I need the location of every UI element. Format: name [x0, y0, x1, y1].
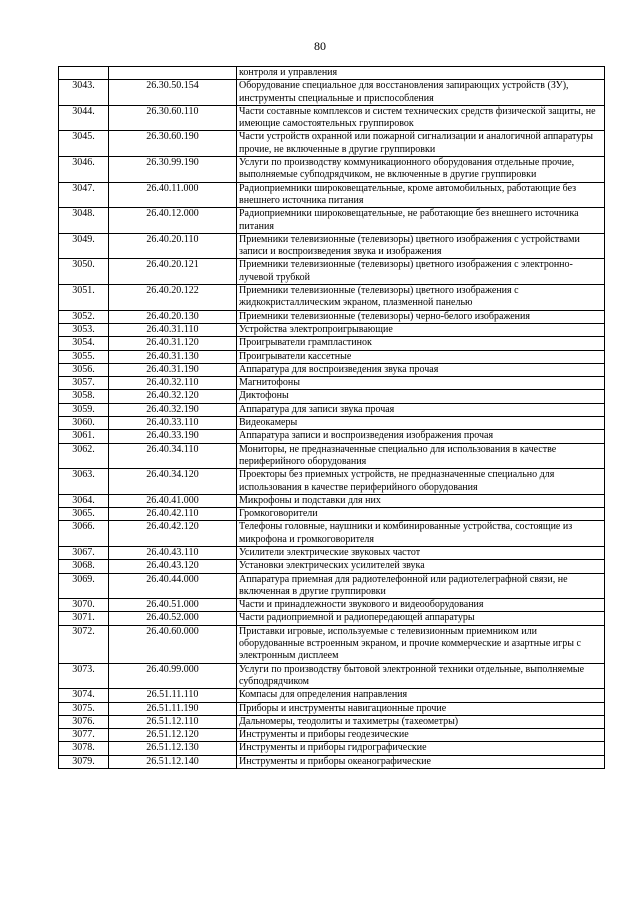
item-description: Инструменты и приборы океанографические — [237, 755, 605, 768]
table-body — [59, 67, 605, 769]
table-row — [59, 430, 605, 443]
table-row — [59, 469, 605, 495]
row-number: 3066. — [59, 521, 109, 547]
okpd-code: 26.40.20.130 — [109, 310, 237, 323]
row-number: 3068. — [59, 560, 109, 573]
item-description: Радиоприемники широковещательные, кроме автомобильных, работающие без внешнего источника питания — [237, 182, 605, 208]
okpd-code: 26.51.12.120 — [109, 729, 237, 742]
table-row — [59, 612, 605, 625]
okpd-code: 26.30.99.190 — [109, 157, 237, 183]
row-number: 3078. — [59, 742, 109, 755]
item-description: Приемники телевизионные (телевизоры) цветного изображения с электронно-лучевой трубкой — [237, 259, 605, 285]
row-number: 3047. — [59, 182, 109, 208]
okpd-code: 26.40.41.000 — [109, 494, 237, 507]
row-number: 3056. — [59, 363, 109, 376]
okpd-code: 26.40.51.000 — [109, 599, 237, 612]
item-description: Диктофоны — [237, 390, 605, 403]
okpd-code: 26.30.50.154 — [109, 80, 237, 106]
row-number: 3061. — [59, 430, 109, 443]
table-row — [59, 390, 605, 403]
table-row — [59, 350, 605, 363]
table-row — [59, 508, 605, 521]
row-number: 3052. — [59, 310, 109, 323]
okpd-code — [109, 67, 237, 80]
okpd-code: 26.40.99.000 — [109, 663, 237, 689]
table-row — [59, 560, 605, 573]
table-row — [59, 702, 605, 715]
item-description: Оборудование специальное для восстановления запирающих устройств (ЗУ), инструменты специальные и приспособления — [237, 80, 605, 106]
item-description: Приборы и инструменты навигационные прочие — [237, 702, 605, 715]
item-description: Приемники телевизионные (телевизоры) цветного изображения с устройствами записи и воспроизведения звука и изображения — [237, 233, 605, 259]
okpd-code: 26.40.32.110 — [109, 377, 237, 390]
item-description: Приемники телевизионные (телевизоры) цветного изображения с жидкокристаллическим экраном, плазменной панелью — [237, 285, 605, 311]
item-description: Проекторы без приемных устройств, не предназначенные специально для использования в качестве периферийного оборудования — [237, 469, 605, 495]
table-row — [59, 546, 605, 559]
okpd-code: 26.40.31.120 — [109, 337, 237, 350]
table-row — [59, 729, 605, 742]
row-number: 3051. — [59, 285, 109, 311]
okpd-code: 26.40.42.120 — [109, 521, 237, 547]
okpd-code: 26.40.32.190 — [109, 403, 237, 416]
row-number: 3069. — [59, 573, 109, 599]
item-description: Радиоприемники широковещательные, не работающие без внешнего источника питания — [237, 208, 605, 234]
table-row — [59, 259, 605, 285]
table-row — [59, 377, 605, 390]
okpd-code: 26.40.60.000 — [109, 625, 237, 663]
table-row — [59, 233, 605, 259]
okpd-code: 26.51.11.110 — [109, 689, 237, 702]
item-description: Аппаратура для записи звука прочая — [237, 403, 605, 416]
item-description: Микрофоны и подставки для них — [237, 494, 605, 507]
table-row — [59, 403, 605, 416]
item-description: Аппаратура записи и воспроизведения изображения прочая — [237, 430, 605, 443]
item-description: Проигрыватели грампластинок — [237, 337, 605, 350]
item-description: Услуги по производству бытовой электронной техники отдельные, выполняемые субподрядчиком — [237, 663, 605, 689]
item-description: Услуги по производству коммуникационного оборудования отдельные прочие, выполняемые субподрядчиком, не включенные в другие группировки — [237, 157, 605, 183]
okpd-code: 26.30.60.110 — [109, 105, 237, 131]
table-row — [59, 182, 605, 208]
row-number: 3049. — [59, 233, 109, 259]
item-description: Громкоговорители — [237, 508, 605, 521]
okpd-code: 26.40.34.110 — [109, 443, 237, 469]
item-description: Магнитофоны — [237, 377, 605, 390]
item-description: Мониторы, не предназначенные специально для использования в качестве периферийного оборудования — [237, 443, 605, 469]
row-number: 3072. — [59, 625, 109, 663]
row-number: 3054. — [59, 337, 109, 350]
table-row — [59, 67, 605, 80]
row-number: 3057. — [59, 377, 109, 390]
table-row — [59, 599, 605, 612]
row-number: 3067. — [59, 546, 109, 559]
row-number: 3060. — [59, 417, 109, 430]
item-description: Части составные комплексов и систем технических средств физической защиты, не имеющие самостоятельных группировок — [237, 105, 605, 131]
okpd-code: 26.40.43.120 — [109, 560, 237, 573]
okpd-code: 26.40.20.122 — [109, 285, 237, 311]
row-number: 3063. — [59, 469, 109, 495]
table-row — [59, 573, 605, 599]
row-number: 3065. — [59, 508, 109, 521]
table-row — [59, 157, 605, 183]
table-row — [59, 285, 605, 311]
row-number: 3062. — [59, 443, 109, 469]
okpd-code: 26.40.31.110 — [109, 323, 237, 336]
okpd-code: 26.40.31.190 — [109, 363, 237, 376]
okpd-code: 26.40.44.000 — [109, 573, 237, 599]
item-description: Части устройств охранной или пожарной сигнализации и аналогичной аппаратуры прочие, не включенные в другие группировки — [237, 131, 605, 157]
table-row — [59, 625, 605, 663]
item-description: Компасы для определения направления — [237, 689, 605, 702]
table-row — [59, 663, 605, 689]
table-row — [59, 208, 605, 234]
table-row — [59, 521, 605, 547]
okpd-code: 26.40.42.110 — [109, 508, 237, 521]
okpd-code: 26.40.32.120 — [109, 390, 237, 403]
okpd-code: 26.51.11.190 — [109, 702, 237, 715]
row-number: 3064. — [59, 494, 109, 507]
okpd-code: 26.30.60.190 — [109, 131, 237, 157]
row-number: 3043. — [59, 80, 109, 106]
row-number — [59, 67, 109, 80]
item-description: Приемники телевизионные (телевизоры) черно-белого изображения — [237, 310, 605, 323]
okpd-code: 26.40.20.121 — [109, 259, 237, 285]
row-number: 3070. — [59, 599, 109, 612]
okpd-code: 26.40.20.110 — [109, 233, 237, 259]
okpd-code: 26.40.33.110 — [109, 417, 237, 430]
row-number: 3075. — [59, 702, 109, 715]
item-description: Телефоны головные, наушники и комбинированные устройства, состоящие из микрофона и громкоговорителя — [237, 521, 605, 547]
row-number: 3076. — [59, 715, 109, 728]
item-description: контроля и управления — [237, 67, 605, 80]
table-row — [59, 715, 605, 728]
table-row — [59, 443, 605, 469]
row-number: 3050. — [59, 259, 109, 285]
item-description: Аппаратура для воспроизведения звука прочая — [237, 363, 605, 376]
item-description: Проигрыватели кассетные — [237, 350, 605, 363]
table-row — [59, 80, 605, 106]
okpd-code: 26.40.43.110 — [109, 546, 237, 559]
table-row — [59, 494, 605, 507]
table-row — [59, 337, 605, 350]
item-description: Части и принадлежности звукового и видеооборудования — [237, 599, 605, 612]
row-number: 3046. — [59, 157, 109, 183]
okpd-code: 26.51.12.130 — [109, 742, 237, 755]
page-number: 80 — [314, 39, 326, 53]
item-description: Дальномеры, теодолиты и тахиметры (тахеометры) — [237, 715, 605, 728]
item-description: Усилители электрические звуковых частот — [237, 546, 605, 559]
row-number: 3053. — [59, 323, 109, 336]
row-number: 3045. — [59, 131, 109, 157]
row-number: 3055. — [59, 350, 109, 363]
table-row — [59, 131, 605, 157]
item-description: Части радиоприемной и радиопередающей аппаратуры — [237, 612, 605, 625]
table-row — [59, 363, 605, 376]
item-description: Устройства электропроигрывающие — [237, 323, 605, 336]
okpd-code: 26.51.12.110 — [109, 715, 237, 728]
item-description: Установки электрических усилителей звука — [237, 560, 605, 573]
table-row — [59, 105, 605, 131]
row-number: 3074. — [59, 689, 109, 702]
row-number: 3048. — [59, 208, 109, 234]
okpd-code: 26.40.34.120 — [109, 469, 237, 495]
item-description: Видеокамеры — [237, 417, 605, 430]
row-number: 3044. — [59, 105, 109, 131]
okpd-code: 26.51.12.140 — [109, 755, 237, 768]
item-description: Аппаратура приемная для радиотелефонной или радиотелеграфной связи, не включенная в другие группировки — [237, 573, 605, 599]
table-row — [59, 755, 605, 768]
item-description: Инструменты и приборы гидрографические — [237, 742, 605, 755]
okpd-table — [58, 66, 605, 769]
table-row — [59, 323, 605, 336]
table-row — [59, 742, 605, 755]
row-number: 3059. — [59, 403, 109, 416]
okpd-code: 26.40.31.130 — [109, 350, 237, 363]
okpd-code: 26.40.33.190 — [109, 430, 237, 443]
row-number: 3058. — [59, 390, 109, 403]
okpd-code: 26.40.12.000 — [109, 208, 237, 234]
row-number: 3073. — [59, 663, 109, 689]
table-row — [59, 689, 605, 702]
item-description: Приставки игровые, используемые с телевизионным приемником или оборудованные встроенным экраном, и прочие коммерческие и азартные игры с электронным дисплеем — [237, 625, 605, 663]
row-number: 3077. — [59, 729, 109, 742]
okpd-code: 26.40.11.000 — [109, 182, 237, 208]
table-row — [59, 310, 605, 323]
table-row — [59, 417, 605, 430]
item-description: Инструменты и приборы геодезические — [237, 729, 605, 742]
row-number: 3071. — [59, 612, 109, 625]
row-number: 3079. — [59, 755, 109, 768]
okpd-code: 26.40.52.000 — [109, 612, 237, 625]
